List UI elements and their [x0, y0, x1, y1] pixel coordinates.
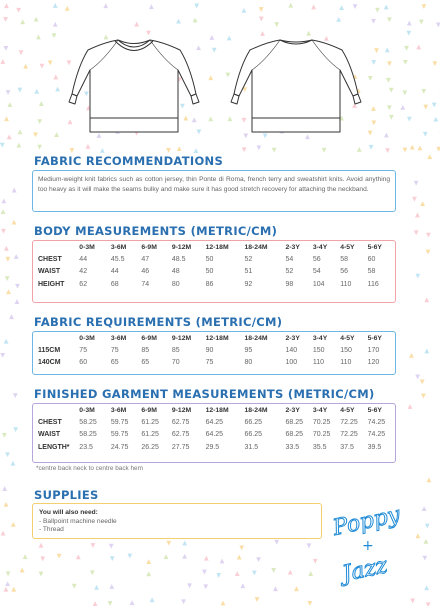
body-measurements-cell: 52 — [244, 255, 253, 263]
confetti-triangle — [72, 584, 77, 589]
body-measurements-header-cell: 3-4Y — [312, 243, 328, 251]
confetti-triangle — [91, 543, 96, 548]
confetti-triangle — [164, 554, 169, 559]
finished-measurements-header-cell: 3-4Y — [312, 406, 328, 414]
finished-measurements-cell: 59.75 — [110, 418, 129, 426]
confetti-triangle — [410, 599, 415, 604]
confetti-triangle — [11, 461, 16, 466]
body-measurements-cell: 58 — [340, 255, 349, 263]
finished-measurements-cell: 58.25 — [79, 431, 97, 439]
confetti-triangle — [414, 181, 419, 186]
confetti-triangle — [240, 583, 245, 588]
finished-measurements-header-cell: 5-6Y — [367, 406, 382, 414]
body-measurements-row — [33, 278, 395, 291]
fabric-requirements-cell: 85 — [171, 346, 180, 354]
finished-measurements-cell: 64.25 — [205, 431, 224, 439]
fabric-requirements-header-cell: 3-6M — [110, 334, 127, 342]
finished-measurements-cell: 24.75 — [110, 443, 129, 451]
body-measurements-cell: 98 — [285, 280, 294, 288]
body-measurements-row — [33, 253, 395, 266]
confetti-triangle — [40, 557, 45, 562]
confetti-triangle — [307, 543, 312, 548]
confetti-triangle — [109, 584, 114, 589]
confetti-triangle — [182, 554, 187, 559]
confetti-triangle — [424, 349, 429, 354]
fabric-requirements-header-cell: 4-5Y — [340, 334, 355, 342]
confetti-triangle — [5, 452, 10, 457]
finished-measurements-cell: 58.25 — [79, 418, 97, 426]
finished-measurements-cell: 39.5 — [367, 443, 382, 451]
fabric-requirements-cell: 80 — [244, 359, 253, 367]
fabric-requirements-header-cell: 5-6Y — [367, 334, 382, 342]
confetti-triangle — [425, 524, 430, 529]
sweatshirt-back-sketch — [231, 40, 361, 132]
finished-measurements-row-label: LENGTH* — [38, 443, 70, 451]
body-measurements-header-cell: 5-6Y — [367, 243, 382, 251]
confetti-triangle — [424, 539, 429, 544]
finished-measurements-row — [33, 416, 395, 429]
fabric-recommendations-heading: FABRIC RECOMMENDATIONS — [34, 154, 224, 168]
confetti-triangle — [239, 546, 244, 551]
confetti-triangle — [13, 427, 18, 432]
confetti-triangle — [23, 554, 28, 559]
confetti-triangle — [13, 393, 18, 398]
confetti-triangle — [15, 284, 20, 289]
body-measurements-cell: 44 — [110, 268, 119, 276]
fabric-requirements-cell: 100 — [285, 359, 298, 367]
finished-measurements-heading: FINISHED GARMENT MEASUREMENTS (METRIC/CM) — [34, 387, 375, 401]
body-measurements-row-label: HEIGHT — [38, 280, 65, 288]
confetti-triangle — [39, 572, 44, 577]
fabric-recommendations-box — [32, 170, 396, 212]
body-measurements-cell: 60 — [367, 255, 376, 263]
confetti-triangle — [1, 229, 6, 234]
fabric-requirements-cell: 150 — [340, 346, 352, 354]
fabric-requirements-heading: FABRIC REQUIREMENTS (METRIC/CM) — [34, 315, 283, 329]
body-measurements-cell: 48 — [171, 268, 180, 276]
confetti-triangle — [2, 433, 7, 438]
body-measurements-header-cell — [33, 241, 79, 253]
body-measurements-cell: 45.5 — [110, 255, 125, 263]
confetti-triangle — [5, 276, 10, 281]
fabric-requirements-row-label: 115CM — [38, 346, 61, 354]
body-measurements-row — [33, 266, 395, 279]
confetti-triangle — [202, 570, 207, 575]
finished-measurements-cell: 70.25 — [312, 431, 331, 439]
fabric-requirements-cell: 65 — [141, 359, 150, 367]
finished-measurements-cell: 68.25 — [285, 418, 304, 426]
confetti-triangle — [15, 299, 20, 304]
confetti-triangle — [273, 586, 278, 591]
finished-measurements-cell: 62.75 — [171, 431, 190, 439]
confetti-triangle — [412, 197, 417, 202]
body-measurements-header-cell: 0-3M — [79, 243, 95, 251]
body-measurements-cell: 58 — [367, 268, 376, 276]
body-measurements-cell: 80 — [171, 280, 180, 288]
body-measurements-cell: 104 — [312, 280, 325, 288]
finished-measurements-cell: 61.25 — [141, 431, 159, 439]
confetti-triangle — [76, 554, 81, 559]
finished-measurements-header-cell: 3-6M — [110, 406, 127, 414]
body-measurements-cell: 44 — [79, 255, 88, 263]
fabric-requirements-cell: 70 — [171, 359, 180, 367]
finished-measurements-cell: 37.5 — [340, 443, 354, 451]
body-measurements-header-cell: 18-24M — [244, 243, 268, 251]
finished-measurements-cell: 35.5 — [312, 443, 327, 451]
fabric-requirements-cell: 75 — [110, 346, 119, 354]
body-measurements-cell: 50 — [205, 268, 214, 276]
confetti-triangle — [11, 587, 16, 592]
finished-measurements-cell: 61.25 — [141, 418, 159, 426]
confetti-triangle — [426, 477, 431, 482]
confetti-triangle — [255, 597, 260, 602]
confetti-triangle — [1, 199, 6, 204]
finished-measurements-header-cell: 2-3Y — [285, 406, 300, 414]
body-measurements-header-cell: 2-3Y — [285, 243, 300, 251]
body-measurements-row-label: WAIST — [38, 268, 61, 276]
confetti-triangle — [426, 602, 431, 606]
confetti-triangle — [146, 571, 151, 576]
supplies-box — [32, 503, 322, 539]
supplies-lead: You will also need: — [39, 509, 98, 516]
confetti-triangle — [150, 597, 155, 602]
fabric-requirements-row — [33, 357, 395, 370]
confetti-triangle — [5, 581, 10, 586]
fabric-requirements-cell: 110 — [340, 359, 352, 367]
confetti-triangle — [94, 585, 99, 590]
confetti-triangle — [57, 554, 62, 559]
finished-measurements-cell: 29.5 — [205, 443, 220, 451]
finished-measurements-cell: 66.25 — [244, 431, 263, 439]
confetti-triangle — [2, 486, 7, 491]
fabric-requirements-cell: 60 — [79, 359, 88, 367]
garment-sketches — [0, 0, 440, 150]
body-measurements-cell: 116 — [367, 280, 379, 288]
confetti-triangle — [9, 314, 14, 319]
confetti-triangle — [4, 502, 9, 507]
finished-measurements-cell: 72.25 — [340, 418, 358, 426]
fabric-requirements-header-cell: 2-3Y — [285, 334, 300, 342]
fabric-requirements-cell: 75 — [205, 359, 214, 367]
confetti-triangle — [271, 568, 276, 573]
fabric-requirements-cell: 75 — [79, 346, 88, 354]
finished-measurements-row-label: CHEST — [38, 418, 62, 426]
finished-measurements-cell: 59.75 — [110, 431, 129, 439]
confetti-triangle — [90, 570, 95, 575]
fabric-requirements-cell: 120 — [367, 359, 380, 367]
body-measurements-cell: 50 — [205, 255, 214, 263]
confetti-triangle — [109, 544, 114, 549]
confetti-triangle — [426, 250, 431, 255]
confetti-triangle — [5, 257, 10, 262]
fabric-requirements-cell: 85 — [141, 346, 150, 354]
body-measurements-cell: 56 — [340, 268, 349, 276]
confetti-triangle — [1, 531, 6, 536]
finished-measurements-header-cell: 18-24M — [244, 406, 268, 414]
confetti-triangle — [221, 601, 226, 606]
confetti-triangle — [274, 540, 279, 545]
fabric-requirements-cell: 110 — [312, 359, 325, 367]
confetti-triangle — [130, 600, 135, 605]
body-measurements-cell: 46 — [141, 268, 150, 276]
finished-measurements-row — [33, 441, 395, 454]
fabric-requirements-cell: 170 — [367, 346, 380, 354]
finished-measurements-header-cell: 12-18M — [205, 406, 229, 414]
confetti-triangle — [420, 379, 425, 384]
finished-measurements-cell: 33.5 — [285, 443, 300, 451]
fabric-requirements-header-cell: 18-24M — [244, 334, 268, 342]
finished-measurements-header-cell: 0-3M — [79, 406, 95, 414]
fabric-requirements-header-cell — [33, 332, 79, 344]
confetti-triangle — [14, 254, 19, 259]
confetti-triangle — [252, 571, 257, 576]
confetti-triangle — [12, 220, 17, 225]
confetti-triangle — [187, 583, 192, 588]
fabric-requirements-header-cell: 12-18M — [205, 334, 229, 342]
confetti-triangle — [110, 556, 115, 561]
body-measurements-cell: 52 — [285, 268, 294, 276]
confetti-triangle — [11, 522, 16, 527]
body-measurements-table — [33, 241, 395, 291]
finished-measurements-header-cell — [33, 404, 79, 416]
body-measurements-cell: 110 — [340, 280, 352, 288]
finished-measurements-cell: 23.5 — [79, 443, 93, 451]
finished-measurements-box — [32, 403, 396, 463]
fabric-recommendations-text: Medium-weight knit fabrics such as cotton jersey, thin Ponte di Roma, french terry and sweatshirt knits. Avoid anything too heavy as it will make the seams bulky and make sure it has good stretch recovery for attaching the neckband. — [38, 176, 390, 193]
confetti-triangle — [409, 353, 414, 358]
finished-measurements-header-cell: 9-12M — [171, 406, 192, 414]
confetti-triangle — [288, 570, 293, 575]
confetti-triangle — [12, 188, 17, 193]
confetti-triangle — [108, 601, 113, 606]
body-measurements-cell: 86 — [205, 280, 214, 288]
confetti-triangle — [415, 274, 420, 279]
confetti-triangle — [0, 353, 5, 358]
body-measurements-row-label: CHEST — [38, 255, 62, 263]
confetti-triangle — [4, 339, 9, 344]
confetti-triangle — [294, 586, 299, 591]
confetti-triangle — [424, 297, 429, 302]
finished-measurements-header-cell: 6-9M — [141, 406, 157, 414]
fabric-requirements-cell: 90 — [205, 346, 214, 354]
logo-line2: Jazz — [340, 553, 390, 588]
fabric-requirements-cell: 95 — [244, 346, 253, 354]
body-measurements-cell: 68 — [110, 280, 119, 288]
body-measurements-header-cell: 3-6M — [110, 243, 127, 251]
confetti-triangle — [421, 394, 426, 399]
confetti-triangle — [415, 375, 420, 380]
finished-measurements-cell: 74.25 — [367, 431, 386, 439]
fabric-requirements-header-cell: 3-4Y — [312, 334, 328, 342]
confetti-triangle — [166, 541, 171, 546]
confetti-triangle — [426, 233, 431, 238]
confetti-triangle — [1, 209, 6, 214]
confetti-triangle — [6, 572, 11, 577]
supplies-item: - Ballpoint machine needle — [39, 517, 117, 525]
body-measurements-cell: 51 — [244, 268, 253, 276]
body-measurements-cell: 54 — [312, 268, 321, 276]
confetti-triangle — [220, 559, 225, 564]
confetti-triangle — [415, 213, 420, 218]
body-measurements-cell: 62 — [79, 280, 88, 288]
confetti-triangle — [415, 533, 420, 538]
confetti-triangle — [39, 543, 44, 548]
body-measurements-heading: BODY MEASUREMENTS (METRIC/CM) — [34, 224, 278, 238]
confetti-triangle — [256, 557, 261, 562]
confetti-triangle — [427, 154, 432, 159]
fabric-requirements-cell: 65 — [110, 359, 119, 367]
finished-measurements-cell: 64.25 — [205, 418, 224, 426]
confetti-triangle — [4, 587, 9, 592]
fabric-requirements-header-cell: 9-12M — [171, 334, 192, 342]
body-measurements-header-cell: 9-12M — [171, 243, 192, 251]
fabric-requirements-table — [33, 332, 395, 369]
finished-measurements-table — [33, 404, 395, 454]
body-measurements-cell: 48.5 — [171, 255, 186, 263]
confetti-triangle — [313, 559, 318, 564]
fabric-requirements-row — [33, 344, 395, 357]
confetti-triangle — [408, 404, 413, 409]
supplies-heading: SUPPLIES — [34, 488, 99, 502]
body-measurements-cell: 74 — [141, 280, 150, 288]
confetti-triangle — [6, 289, 11, 294]
confetti-triangle — [422, 556, 427, 561]
body-measurements-cell: 56 — [312, 255, 321, 263]
confetti-triangle — [414, 230, 419, 235]
finished-measurements-cell: 74.25 — [367, 418, 386, 426]
finished-measurements-header-cell: 4-5Y — [340, 406, 355, 414]
finished-measurements-row-label: WAIST — [38, 431, 61, 439]
confetti-triangle — [422, 506, 427, 511]
confetti-triangle — [204, 556, 209, 561]
confetti-triangle — [307, 601, 312, 606]
supplies-item: - Thread — [39, 526, 64, 533]
body-measurements-cell: 54 — [285, 255, 294, 263]
finished-measurements-cell: 26.25 — [141, 443, 159, 451]
finished-measurements-row — [33, 429, 395, 442]
body-measurements-header-cell: 4-5Y — [340, 243, 355, 251]
fabric-requirements-row-label: 140CM — [38, 359, 61, 367]
fabric-requirements-cell: 150 — [312, 346, 325, 354]
confetti-triangle — [216, 573, 221, 578]
confetti-triangle — [182, 541, 187, 546]
body-measurements-header-cell: 6-9M — [141, 243, 157, 251]
finished-measurements-cell: 62.75 — [171, 418, 190, 426]
confetti-triangle — [127, 554, 132, 559]
confetti-triangle — [20, 568, 25, 573]
fabric-requirements-header-cell: 0-3M — [79, 334, 95, 342]
confetti-triangle — [93, 601, 98, 606]
finished-measurements-cell: 70.25 — [312, 418, 331, 426]
body-measurements-box — [32, 240, 396, 303]
confetti-triangle — [308, 571, 313, 576]
body-measurements-cell: 42 — [79, 268, 88, 276]
fabric-requirements-box — [32, 331, 396, 375]
logo-plus: + — [362, 538, 374, 554]
sweatshirt-front-sketch — [69, 40, 199, 132]
poppy-jazz-logo — [328, 498, 408, 588]
fabric-requirements-cell: 140 — [285, 346, 298, 354]
body-measurements-header-cell: 12-18M — [205, 243, 229, 251]
finished-measurements-cell: 68.25 — [285, 431, 304, 439]
finished-measurements-cell: 31.5 — [244, 443, 259, 451]
confetti-triangle — [235, 571, 240, 576]
confetti-triangle — [146, 559, 151, 564]
body-measurements-cell: 92 — [244, 280, 253, 288]
body-measurements-cell: 47 — [141, 255, 150, 263]
confetti-triangle — [237, 555, 242, 560]
finished-measurements-cell: 27.75 — [171, 443, 190, 451]
fabric-requirements-header-cell: 6-9M — [141, 334, 157, 342]
confetti-triangle — [420, 201, 425, 206]
confetti-triangle — [181, 599, 186, 604]
finished-measurements-cell: 66.25 — [244, 418, 263, 426]
length-footnote: *centre back neck to centre back hem — [36, 465, 143, 472]
confetti-triangle — [203, 584, 208, 589]
confetti-triangle — [4, 246, 9, 251]
confetti-triangle — [424, 585, 429, 590]
finished-measurements-cell: 72.25 — [340, 431, 358, 439]
logo-line1: Poppy — [330, 502, 403, 541]
